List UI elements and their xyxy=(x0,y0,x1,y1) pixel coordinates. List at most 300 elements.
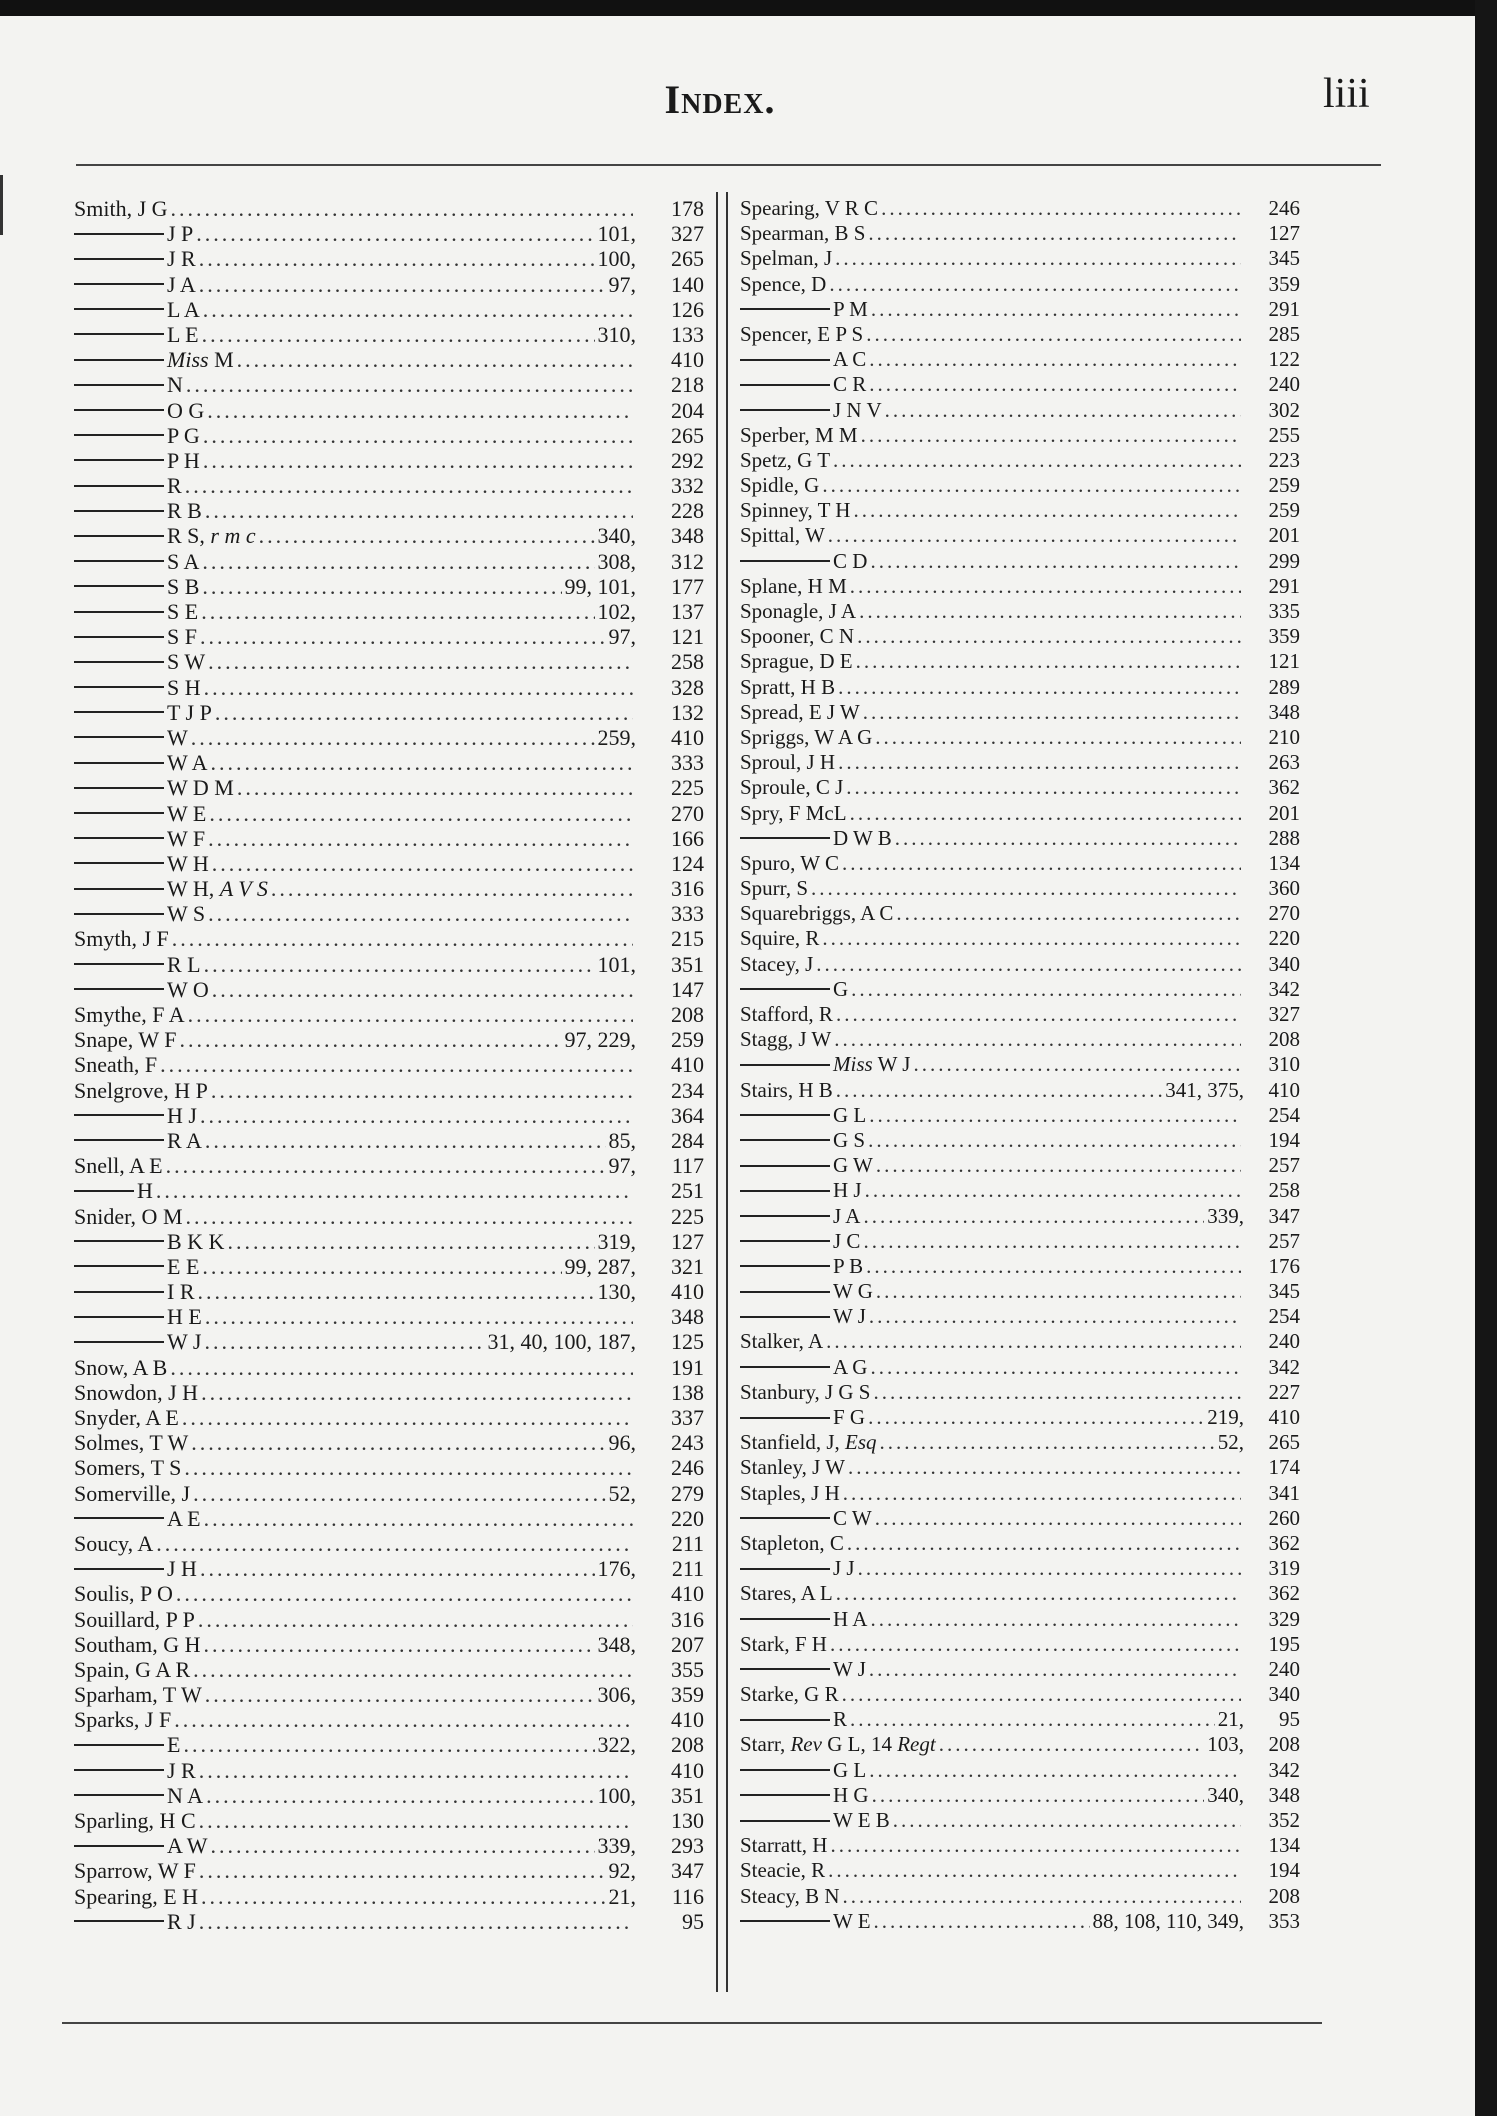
entry-leader xyxy=(740,1632,1244,1657)
entry-name xyxy=(167,1556,197,1581)
dot-leader xyxy=(212,977,633,1002)
bottom-rule xyxy=(62,2022,1322,2024)
ditto-dash xyxy=(74,862,164,864)
entry-page: 342 xyxy=(1268,1354,1300,1379)
index-entry xyxy=(740,1002,1300,1027)
dot-leader xyxy=(871,297,1241,322)
entry-page: 126 xyxy=(671,296,704,322)
index-entry xyxy=(74,574,704,599)
entry-leader xyxy=(74,1405,636,1430)
entry-name-text: R B xyxy=(167,498,202,524)
dot-leader xyxy=(846,775,1241,800)
dot-leader xyxy=(857,624,1241,649)
index-entry xyxy=(740,1103,1300,1128)
entry-name-text: E E xyxy=(167,1253,200,1279)
entry-page: 284 xyxy=(671,1127,704,1153)
index-entry xyxy=(740,297,1300,322)
entry-page: 207 xyxy=(671,1631,704,1657)
entry-leader xyxy=(740,1707,1244,1732)
entry-page: 127 xyxy=(1268,221,1300,246)
entry-leader xyxy=(740,549,1244,574)
entry-name-text: H xyxy=(137,1178,153,1204)
entry-page: 410 xyxy=(1268,1405,1300,1429)
dot-leader xyxy=(853,498,1241,523)
entry-page: 240 xyxy=(1268,1329,1300,1354)
entry-leader xyxy=(74,1002,636,1027)
dot-leader xyxy=(185,473,633,498)
entry-name xyxy=(740,498,850,523)
entry-name xyxy=(833,398,882,423)
entry-page: 410 xyxy=(671,1757,704,1783)
entry-name-text: Snowdon, J H xyxy=(74,1379,199,1405)
index-entry xyxy=(740,1884,1300,1909)
entry-name xyxy=(833,1355,867,1380)
entry-leader xyxy=(74,1758,636,1783)
entry-leader xyxy=(740,448,1244,473)
dot-leader xyxy=(201,1380,633,1405)
index-entry xyxy=(740,1128,1300,1153)
entry-name xyxy=(833,1103,866,1128)
entry-name xyxy=(740,423,858,448)
dot-leader xyxy=(850,574,1241,599)
index-entry xyxy=(740,221,1300,246)
dot-leader xyxy=(198,1607,633,1632)
entry-name-text: I R xyxy=(167,1279,195,1305)
index-entry xyxy=(74,1304,704,1329)
index-entry xyxy=(740,926,1300,951)
ditto-dash xyxy=(74,560,164,562)
entry-leader xyxy=(74,574,636,599)
index-entry xyxy=(74,1027,704,1052)
index-entry xyxy=(74,1204,704,1229)
dot-leader xyxy=(199,1758,633,1783)
entry-name-text: Snelgrove, H P xyxy=(74,1077,208,1103)
ditto-dash xyxy=(74,535,164,537)
dot-leader xyxy=(835,246,1241,271)
entry-leader xyxy=(740,1657,1244,1682)
ditto-dash xyxy=(740,1190,830,1192)
entry-name-text: Sprague, D E xyxy=(740,649,853,674)
entry-name-text: J N V xyxy=(833,397,882,422)
dot-leader xyxy=(208,901,633,926)
index-entry xyxy=(740,574,1300,599)
entry-leader xyxy=(740,1430,1244,1455)
entry-page: 201 xyxy=(1268,800,1300,825)
entry-refs: 340, xyxy=(597,523,636,549)
index-entry xyxy=(740,1027,1300,1052)
entry-leader xyxy=(74,1380,636,1405)
entry-name xyxy=(740,448,830,473)
entry-page: 225 xyxy=(671,775,704,801)
page-number: liii xyxy=(1323,71,1370,117)
entry-name xyxy=(74,1153,163,1178)
entry-name-text: A W xyxy=(167,1833,208,1859)
entry-refs: 308, xyxy=(597,548,636,574)
entry-page: 410 xyxy=(671,1052,704,1078)
entry-leader xyxy=(740,1355,1244,1380)
entry-page: 348 xyxy=(1268,699,1300,724)
entry-leader xyxy=(740,952,1244,977)
binding-mark xyxy=(0,175,9,235)
entry-leader xyxy=(740,347,1244,372)
entry-name xyxy=(167,523,256,548)
entry-name xyxy=(167,221,193,246)
entry-leader xyxy=(74,221,636,246)
dot-leader xyxy=(237,775,633,800)
entry-refs: 21, xyxy=(608,1883,636,1909)
index-entry xyxy=(740,1632,1300,1657)
entry-title: Miss xyxy=(167,347,209,373)
index-entry xyxy=(74,549,704,574)
entry-refs: 97, xyxy=(608,624,636,650)
entry-leader xyxy=(740,1153,1244,1178)
entry-page: 279 xyxy=(671,1480,704,1506)
entry-page: 259 xyxy=(671,1027,704,1053)
entry-leader xyxy=(74,1481,636,1506)
index-entry xyxy=(740,1833,1300,1858)
entry-page: 223 xyxy=(1268,447,1300,472)
ditto-dash xyxy=(74,686,164,688)
entry-name xyxy=(740,926,819,951)
entry-page: 352 xyxy=(1268,1808,1300,1832)
ditto-dash xyxy=(74,1845,164,1847)
index-entry xyxy=(74,977,704,1002)
index-entry xyxy=(740,1858,1300,1883)
dot-leader xyxy=(203,423,633,448)
dot-leader xyxy=(842,851,1241,876)
index-entry xyxy=(740,649,1300,674)
dot-leader xyxy=(204,1632,595,1657)
dot-leader xyxy=(202,549,594,574)
dot-leader xyxy=(851,977,1241,1002)
entry-leader xyxy=(740,221,1244,246)
ditto-dash xyxy=(74,1240,164,1242)
entry-name xyxy=(740,1078,833,1103)
entry-name-text: Squire, R xyxy=(740,926,820,951)
entry-name-text: W J xyxy=(833,1304,866,1329)
ditto-dash xyxy=(74,913,164,915)
entry-name xyxy=(167,1758,196,1783)
entry-page: 134 xyxy=(1268,1833,1300,1858)
entry-name-text: Snell, A E xyxy=(74,1153,163,1179)
entry-refs: 52, xyxy=(608,1480,636,1506)
entry-name-text: Stapleton, C xyxy=(740,1530,844,1555)
entry-name-text: G xyxy=(833,976,849,1001)
entry-name-text: H G xyxy=(833,1782,869,1807)
entry-page: 337 xyxy=(671,1405,704,1430)
entry-leader xyxy=(74,448,636,473)
dot-leader xyxy=(200,1556,595,1581)
entry-name-text: T J P xyxy=(167,699,212,725)
entry-refs: 92, xyxy=(608,1858,636,1884)
entry-name-text: G W xyxy=(833,1153,873,1178)
entry-name xyxy=(740,599,856,624)
entry-name xyxy=(740,221,865,246)
dot-leader xyxy=(205,1682,595,1707)
entry-page: 246 xyxy=(1268,196,1300,220)
entry-refs: 259, xyxy=(597,724,636,750)
index-entry xyxy=(740,523,1300,548)
entry-leader xyxy=(740,1329,1244,1354)
dot-leader xyxy=(156,1531,633,1556)
entry-name-text: W D M xyxy=(167,775,234,801)
entry-name-text: J R xyxy=(167,246,196,272)
dot-leader xyxy=(215,700,633,725)
entry-name xyxy=(167,876,268,901)
entry-leader xyxy=(740,1783,1244,1808)
entry-leader xyxy=(74,675,636,700)
entry-leader xyxy=(74,1153,636,1178)
dot-leader xyxy=(865,1178,1241,1203)
entry-name xyxy=(740,1380,870,1405)
ditto-dash xyxy=(74,787,164,789)
index-entry xyxy=(740,1732,1300,1757)
entry-name xyxy=(833,1254,863,1279)
entry-name-text: W E xyxy=(833,1908,871,1933)
entry-leader xyxy=(740,700,1244,725)
index-entry xyxy=(74,272,704,297)
entry-name-text: W G xyxy=(833,1279,873,1304)
entry-page: 270 xyxy=(1268,901,1300,926)
entry-name-text: J A xyxy=(833,1203,861,1228)
entry-leader xyxy=(74,1355,636,1380)
index-entry xyxy=(740,372,1300,397)
dot-leader xyxy=(208,826,633,851)
dot-leader xyxy=(870,1607,1241,1632)
entry-name xyxy=(740,1884,840,1909)
index-entry xyxy=(740,624,1300,649)
entry-leader xyxy=(74,1204,636,1229)
entry-name xyxy=(833,1178,862,1203)
index-entry xyxy=(740,1455,1300,1480)
entry-leader xyxy=(740,1909,1244,1934)
dot-leader xyxy=(828,523,1241,548)
ditto-dash xyxy=(740,988,830,990)
entry-leader xyxy=(740,876,1244,901)
entry-leader xyxy=(740,1556,1244,1581)
entry-page: 360 xyxy=(1268,876,1300,901)
entry-name xyxy=(137,1178,153,1203)
entry-page: 133 xyxy=(671,321,704,347)
entry-name-text: A G xyxy=(833,1354,868,1379)
ditto-dash xyxy=(74,1341,164,1343)
entry-name xyxy=(74,1204,183,1229)
entry-page: 362 xyxy=(1268,1530,1300,1555)
entry-name-text: H J xyxy=(167,1102,197,1128)
index-entry xyxy=(740,1204,1300,1229)
index-column-right xyxy=(740,196,1300,1934)
entry-page: 255 xyxy=(1268,422,1300,447)
entry-name-text: G S xyxy=(833,1127,866,1152)
ditto-dash xyxy=(74,1114,164,1116)
entry-name xyxy=(167,851,209,876)
dot-leader xyxy=(843,1884,1241,1909)
index-entry xyxy=(74,221,704,246)
entry-name-text: W F xyxy=(167,825,206,851)
entry-name-text: J H xyxy=(167,1556,197,1582)
entry-name-text: Spearing, V R C xyxy=(740,196,879,220)
entry-name-text: C W xyxy=(833,1505,872,1530)
entry-name xyxy=(167,1229,224,1254)
entry-name-text: Sponagle, J A xyxy=(740,599,857,623)
entry-leader xyxy=(740,1052,1244,1077)
ditto-dash xyxy=(74,359,164,361)
dot-leader xyxy=(874,1909,1090,1934)
index-entry xyxy=(740,1178,1300,1203)
entry-leader xyxy=(74,196,636,221)
dot-leader xyxy=(861,423,1241,448)
dot-leader xyxy=(156,1178,633,1203)
entry-leader xyxy=(740,599,1244,624)
dot-leader xyxy=(212,851,633,876)
entry-leader xyxy=(74,297,636,322)
entry-name-text: W H, xyxy=(167,876,215,902)
ditto-dash xyxy=(740,1719,830,1721)
entry-name xyxy=(167,801,206,826)
entry-name-text: N A xyxy=(167,1782,204,1808)
dot-leader xyxy=(869,1758,1241,1783)
dot-leader xyxy=(868,1405,1204,1430)
index-entry xyxy=(740,1506,1300,1531)
entry-page: 137 xyxy=(671,599,704,624)
index-entry xyxy=(74,1279,704,1304)
entry-name xyxy=(74,1581,173,1606)
entry-page: 177 xyxy=(671,573,704,599)
dot-leader xyxy=(160,1052,633,1077)
entry-leader xyxy=(74,1783,636,1808)
entry-name xyxy=(167,977,209,1002)
entry-name xyxy=(167,675,201,700)
dot-leader xyxy=(183,1732,594,1757)
entry-name xyxy=(74,1884,198,1909)
ditto-dash xyxy=(74,963,164,965)
entry-name xyxy=(740,851,839,876)
entry-refs: 176, xyxy=(597,1556,636,1582)
dot-leader xyxy=(826,1329,1241,1354)
ditto-dash xyxy=(74,1265,164,1267)
entry-page: 319 xyxy=(1268,1556,1300,1581)
index-entry xyxy=(74,1178,704,1203)
entry-suffix: Regt xyxy=(897,1732,936,1757)
entry-name xyxy=(167,1329,201,1354)
entry-page: 194 xyxy=(1268,1127,1300,1152)
entry-name-text: Sneath, F xyxy=(74,1052,158,1078)
entry-leader xyxy=(740,926,1244,951)
entry-page: 95 xyxy=(1279,1707,1300,1732)
entry-leader xyxy=(740,750,1244,775)
index-entry xyxy=(740,398,1300,423)
entry-page: 291 xyxy=(1268,573,1300,598)
index-entry xyxy=(74,398,704,423)
entry-name-text: W A xyxy=(167,750,208,776)
entry-refs: 97, xyxy=(608,271,636,297)
dot-leader xyxy=(184,1455,633,1480)
entry-page: 335 xyxy=(1268,599,1300,623)
entry-name-text: L A xyxy=(167,296,200,322)
entry-name-text: Splane, H M xyxy=(740,573,847,598)
dot-leader xyxy=(208,649,633,674)
entry-name-text: B K K xyxy=(167,1228,225,1254)
entry-page: 410 xyxy=(671,724,704,750)
dot-leader xyxy=(850,801,1241,826)
entry-page: 351 xyxy=(671,951,704,977)
index-entry xyxy=(740,901,1300,926)
entry-name xyxy=(167,498,202,523)
entry-page: 166 xyxy=(671,825,704,851)
entry-name-text: Somerville, J xyxy=(74,1480,191,1506)
entry-leader xyxy=(740,246,1244,271)
entry-refs: 341, 375, xyxy=(1165,1077,1244,1102)
entry-name-text: Spry, F McL xyxy=(740,800,847,825)
ditto-dash xyxy=(74,485,164,487)
index-entry xyxy=(74,1858,704,1883)
entry-page: 121 xyxy=(1268,649,1300,674)
entry-name-text: Smyth, J F xyxy=(74,926,169,952)
entry-page: 348 xyxy=(1268,1782,1300,1807)
entry-refs: 103, xyxy=(1207,1732,1244,1757)
entry-leader xyxy=(74,1178,636,1203)
entry-leader xyxy=(74,1329,636,1354)
entry-name xyxy=(740,775,843,800)
dot-leader xyxy=(811,876,1241,901)
index-entry xyxy=(74,473,704,498)
entry-name-text: G L xyxy=(833,1757,867,1782)
index-entry xyxy=(74,1254,704,1279)
entry-name xyxy=(167,1833,208,1858)
dot-leader xyxy=(179,1027,561,1052)
dot-leader xyxy=(206,1783,594,1808)
entry-page: 321 xyxy=(671,1253,704,1279)
entry-page: 310 xyxy=(1268,1052,1300,1077)
index-entry xyxy=(74,1329,704,1354)
index-entry xyxy=(74,1682,704,1707)
entry-leader xyxy=(74,1833,636,1858)
entry-name xyxy=(740,675,835,700)
dot-leader xyxy=(869,1304,1241,1329)
entry-suffix: Esq xyxy=(845,1430,877,1455)
entry-name xyxy=(833,977,848,1002)
entry-leader xyxy=(74,1103,636,1128)
index-entry xyxy=(74,347,704,372)
entry-page: 208 xyxy=(671,1732,704,1758)
index-entry xyxy=(740,1481,1300,1506)
dot-leader xyxy=(822,473,1241,498)
entry-name xyxy=(167,347,234,372)
index-entry xyxy=(74,1808,704,1833)
index-entry xyxy=(74,1128,704,1153)
entry-page: 117 xyxy=(671,1153,704,1179)
entry-leader xyxy=(740,1884,1244,1909)
dot-leader xyxy=(885,398,1241,423)
entry-leader xyxy=(74,901,636,926)
entry-leader xyxy=(740,1607,1244,1632)
entry-name xyxy=(740,1531,844,1556)
dot-leader xyxy=(880,1430,1215,1455)
entry-leader xyxy=(740,1229,1244,1254)
index-entry xyxy=(74,725,704,750)
dot-leader xyxy=(204,675,633,700)
ditto-dash xyxy=(74,762,164,764)
entry-leader xyxy=(740,398,1244,423)
entry-leader xyxy=(740,1581,1244,1606)
entry-leader xyxy=(740,725,1244,750)
entry-name xyxy=(833,1556,855,1581)
dot-leader xyxy=(896,901,1241,926)
index-entry xyxy=(74,1758,704,1783)
dot-leader xyxy=(209,801,633,826)
index-entry xyxy=(74,1783,704,1808)
entry-name xyxy=(167,649,205,674)
